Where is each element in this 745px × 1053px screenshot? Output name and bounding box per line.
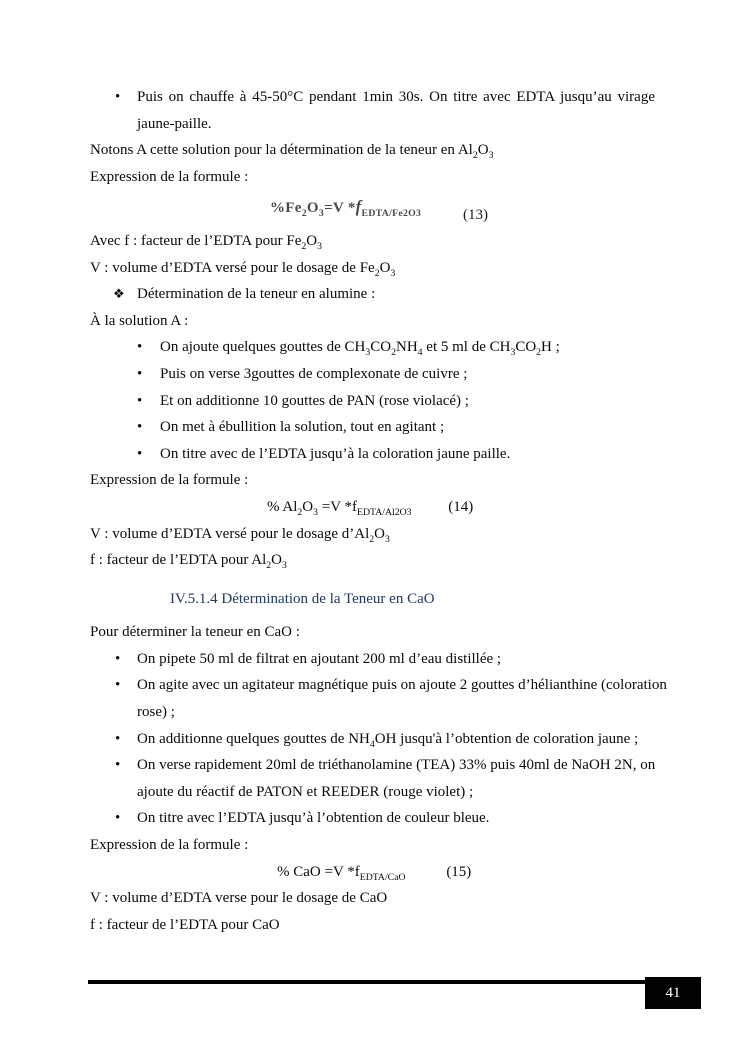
formula-13: $\%Fe_2O_3=V$ $*f_{EDTA/Fe2O3}$: [270, 197, 422, 220]
paragraph: Notons A cette solution pour la détermination de la teneur en $Al_2O_3$: [90, 142, 494, 162]
bullet-icon: •: [137, 365, 143, 382]
formula-14: % $Al_2O_3 =V$ $*f_{EDTA/Al2O3}$: [267, 498, 412, 518]
list-item-continuation: rose) ;: [137, 704, 175, 721]
footer-rule: [88, 980, 656, 984]
list-item: [90, 646, 655, 673]
list-item: [90, 672, 667, 699]
paragraph: Pour déterminer la teneur en CaO :: [90, 624, 300, 641]
bullet-icon: •: [115, 650, 121, 667]
paragraph: Expression de la formule :: [90, 472, 249, 489]
bullet-icon: •: [137, 419, 143, 436]
list-item-text: On agite avec un agitateur magnétique puis on ajoute 2 gouttes d’hélianthine (coloration: [137, 677, 667, 694]
paragraph: f : facteur de l’EDTA pour CaO: [90, 916, 280, 933]
sub-section-bullet: [90, 281, 655, 308]
formula-row: [90, 859, 655, 886]
paragraph: Expression de la formule :: [90, 168, 249, 185]
bullet-icon: •: [115, 757, 121, 774]
formula-row: [90, 494, 655, 521]
paragraph: V : volume d’EDTA versé pour le dosage $d’Al_2O_3$: [90, 525, 390, 545]
list-item: [90, 84, 655, 111]
list-item-text: On pipete 50 ml de filtrat en ajoutant 200 ml d’eau distillée ;: [137, 650, 502, 667]
formula-15: % CaO =V $*f_{EDTA/CaO}$: [277, 863, 406, 883]
list-item-text: Et on additionne 10 gouttes de PAN (rose violacé) ;: [160, 392, 469, 409]
list-item: [90, 805, 655, 832]
paragraph: V : volume d’EDTA versé pour le dosage de $Fe_2O_3$: [90, 259, 396, 279]
bullet-icon: •: [137, 339, 143, 356]
page-number-badge: [645, 977, 701, 1009]
list-item-text: On ajoute quelques gouttes de $CH_3CO_2NH_4$ et 5 ml de $CH_3CO_2H$ ;: [160, 339, 560, 359]
bullet-icon: •: [115, 730, 121, 747]
bullet-icon: •: [137, 445, 143, 462]
paragraph: f : facteur de l’EDTA pour $Al_2O_3$: [90, 552, 287, 572]
paragraph: V : volume d’EDTA verse pour le dosage de CaO: [90, 890, 388, 907]
list-item: [90, 752, 655, 779]
page-number: 41: [665, 984, 681, 1001]
bullet-icon: •: [115, 89, 121, 105]
list-item: [90, 334, 655, 361]
bullet-icon: •: [137, 392, 143, 409]
formula-row: [90, 194, 655, 222]
list-item-continuation: ajoute du réactif de PATON et REEDER (rouge violet) ;: [137, 783, 474, 800]
paragraph: Expression de la formule :: [90, 837, 249, 854]
list-item-text: On titre avec de l’EDTA jusqu’à la coloration jaune paille.: [160, 445, 511, 462]
list-item: [90, 414, 655, 441]
list-item-continuation: jaune-paille.: [137, 115, 212, 132]
list-item-text: On verse rapidement 20ml de triéthanolamine (TEA) 33% puis 40ml de NaOH 2N, on: [137, 757, 656, 774]
list-item: [90, 441, 655, 468]
page-body: [90, 84, 667, 938]
sub-section-label: Détermination de la teneur en alumine :: [137, 286, 376, 303]
formula-15-number: (15): [446, 863, 472, 880]
formula-14-number: (14): [448, 498, 474, 515]
list-item-text: On titre avec l’EDTA jusqu’à l’obtention de couleur bleue.: [137, 810, 490, 827]
list-item-text: On additionne quelques gouttes de $NH_4OH$ jusqu'à l’obtention de coloration jaune ;: [137, 730, 639, 750]
list-item: [90, 388, 655, 415]
list-item-text: On met à ébullition la solution, tout en agitant ;: [160, 419, 445, 436]
bullet-icon: •: [115, 810, 121, 827]
diamond-bullet-icon: ❖: [113, 287, 125, 303]
paragraph: À la solution A :: [90, 312, 189, 329]
list-item-text: Puis on chauffe à 45-50°C pendant 1min 30s. On titre avec EDTA jusqu’au virage: [137, 89, 655, 105]
section-heading: IV.5.1.4 Détermination de la Teneur en CaO: [170, 590, 435, 607]
list-item-text: Puis on verse 3gouttes de complexonate de cuivre ;: [160, 365, 468, 382]
paragraph: Avec f : facteur de l’EDTA pour $Fe_2O_3$: [90, 232, 322, 252]
list-item: [90, 361, 655, 388]
formula-13-number: (13): [462, 207, 488, 224]
list-item: [90, 726, 655, 753]
bullet-icon: •: [115, 677, 121, 694]
